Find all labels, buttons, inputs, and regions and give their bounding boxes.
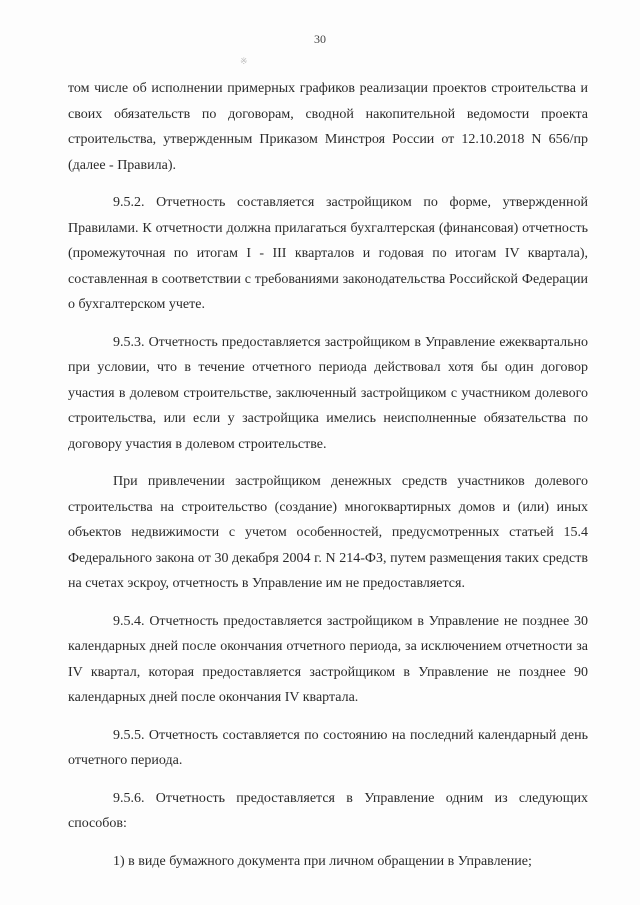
paragraph-escrow: При привлечении застройщиком денежных средств участников долевого строительства на строительство (создание) многоквартирных домов и (или) иных объектов недвижимости с учетом особенностей, предусмотренных статьей 15.4 Федерального закона от 30 декабря 2004 г. N 214-ФЗ, путем размещения таких средств на счетах эскроу, отчетность в Управление им не предоставляется. <box>68 474 588 591</box>
paragraph-9-5-6: 9.5.6. Отчетность предоставляется в Управление одним из следующих способов: <box>68 790 588 831</box>
scan-artifact: ※ <box>240 56 248 66</box>
paragraph-9-5-3: 9.5.3. Отчетность предоставляется застройщиком в Управление ежеквартально при условии, что в течение отчетного периода действовал хотя бы один договор участия в долевом строительстве, заключенный застройщиком с участником долевого строительства, или если у застройщика имелись неисполненные обязательства по договору участия в долевом строительстве. <box>68 334 588 452</box>
paragraph-9-5-2: 9.5.2. Отчетность составляется застройщиком по форме, утвержденной Правилами. К отчетности должна прилагаться бухгалтерская (финансовая) отчетность (промежуточная по итогам I - III кварталов и годовая по итогам IV квартала), составленная в соответствии с требованиями законодательства Российской Федерации о бухгалтерском учете. <box>68 195 588 312</box>
document-body <box>68 76 588 886</box>
paragraph-continuation: том числе об исполнении примерных графиков реализации проектов строительства и своих обязательств по договорам, сводной накопительной ведомости проекта строительства, утвержденным Приказом Минстроя России от 12.10.2018 N 656/пр (далее - Правила). <box>68 81 588 173</box>
paragraph-9-5-5: 9.5.5. Отчетность составляется по состоянию на последний календарный день отчетного периода. <box>68 727 588 768</box>
paragraph-9-5-4: 9.5.4. Отчетность предоставляется застройщиком в Управление не позднее 30 календарных дней после окончания отчетного периода, за исключением отчетности за IV квартал, которая предоставляется застройщиком в Управление не позднее 90 календарных дней после окончания IV квартала. <box>68 613 588 705</box>
list-item-1: 1) в виде бумажного документа при личном обращении в Управление; <box>113 853 532 869</box>
page-number: 30 <box>314 32 326 46</box>
